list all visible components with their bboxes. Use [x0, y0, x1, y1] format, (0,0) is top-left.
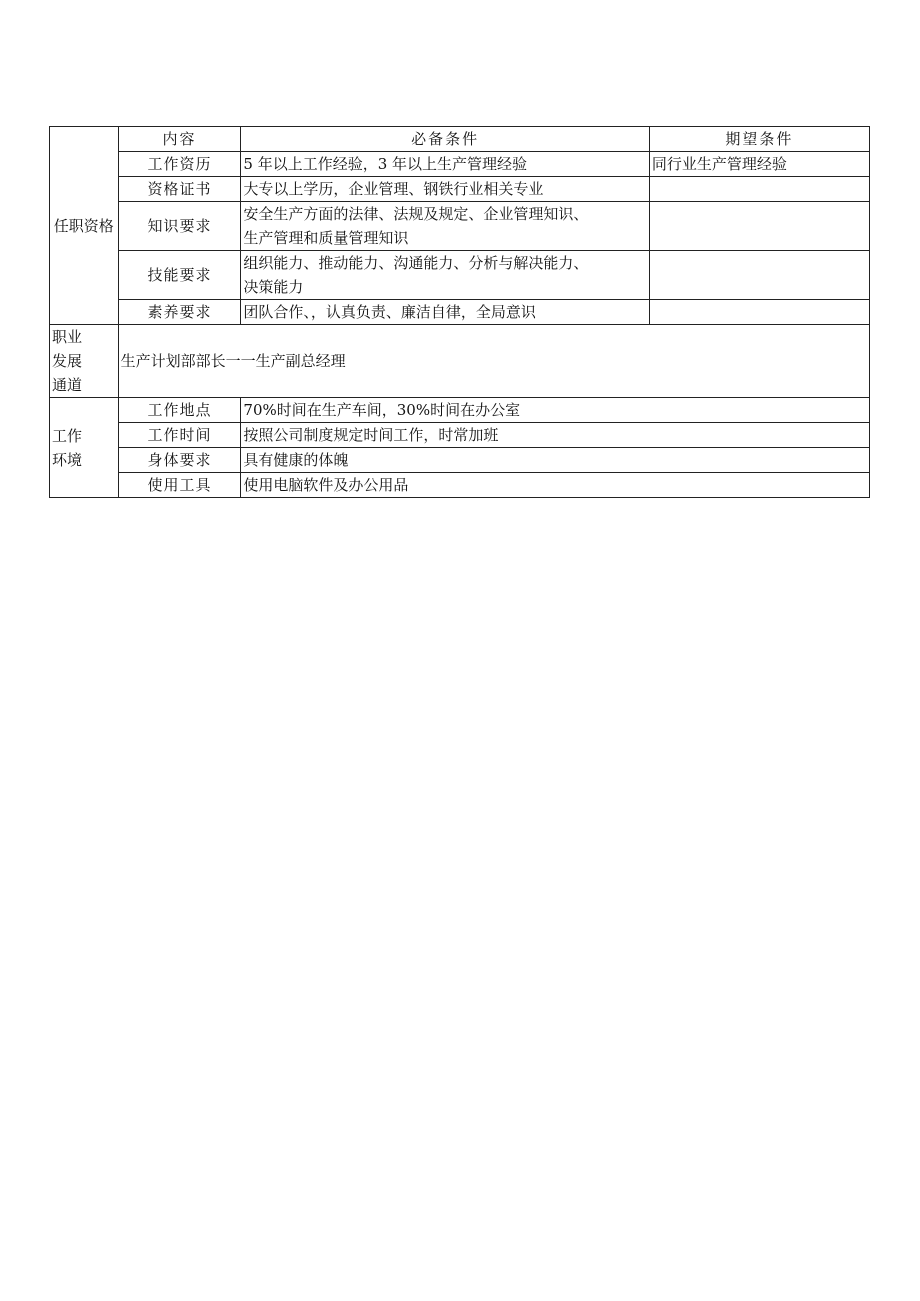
row-value: 使用电脑软件及办公用品: [241, 473, 870, 498]
table-row: [50, 300, 870, 325]
row-required-value: 大专以上学历，企业管理、钢铁行业相关专业: [241, 177, 649, 202]
table-row: [50, 448, 870, 473]
table-header-row: [50, 127, 870, 152]
header-content: 内容: [118, 127, 241, 152]
environment-category-line: 工作: [52, 426, 83, 445]
qualifications-category-label: 任职资格: [53, 216, 114, 235]
row-required-line: 决策能力: [243, 278, 304, 296]
career-path-category-line: 通道: [52, 376, 83, 394]
row-item-label: 素养要求: [118, 300, 241, 325]
table-row: [50, 423, 870, 448]
row-required-value: 团队合作、，认真负责、廉洁自律，全局意识: [241, 300, 649, 325]
career-path-category: [50, 325, 119, 398]
career-path-value: 生产计划部部长一一生产副总经理: [118, 325, 869, 398]
row-preferred-value: [649, 300, 869, 325]
header-required: 必备条件: [241, 127, 649, 152]
table-row: [50, 398, 870, 423]
row-item-label: 工作资历: [118, 152, 241, 177]
career-path-category-line: 职业: [52, 328, 83, 346]
table-row: [50, 251, 870, 300]
row-item-label: 知识要求: [118, 202, 241, 251]
row-required-line: 组织能力、推动能力、沟通能力、分析与解决能力、: [243, 254, 589, 272]
row-preferred-value: 同行业生产管理经验: [649, 152, 869, 177]
qualifications-category: [50, 127, 119, 325]
row-value: 按照公司制度规定时间工作，时常加班: [241, 423, 870, 448]
row-item-label: 资格证书: [118, 177, 241, 202]
row-item-label: 技能要求: [118, 251, 241, 300]
career-path-row: [50, 325, 870, 398]
row-required-line: 生产管理和质量管理知识: [243, 229, 409, 247]
table-row: [50, 177, 870, 202]
table-row: [50, 473, 870, 498]
header-preferred: 期望条件: [649, 127, 869, 152]
row-preferred-value: [649, 177, 869, 202]
row-item-label: 工作地点: [118, 398, 241, 423]
row-value: 70%时间在生产车间，30%时间在办公室: [241, 398, 870, 423]
row-preferred-value: [649, 202, 869, 251]
table-row: [50, 152, 870, 177]
row-item-label: 工作时间: [118, 423, 241, 448]
row-item-label: 身体要求: [118, 448, 241, 473]
row-required-value: [241, 251, 649, 300]
row-item-label: 使用工具: [118, 473, 241, 498]
table-row: [50, 202, 870, 251]
environment-category-line: 环境: [52, 450, 83, 469]
career-path-category-line: 发展: [52, 352, 83, 370]
environment-category: [50, 398, 119, 498]
row-preferred-value: [649, 251, 869, 300]
job-requirements-table: [49, 126, 870, 498]
row-required-value: 5 年以上工作经验，3 年以上生产管理经验: [241, 152, 649, 177]
row-value: 具有健康的体魄: [241, 448, 870, 473]
row-required-line: 安全生产方面的法律、法规及规定、企业管理知识、: [243, 205, 589, 223]
row-required-value: [241, 202, 649, 251]
